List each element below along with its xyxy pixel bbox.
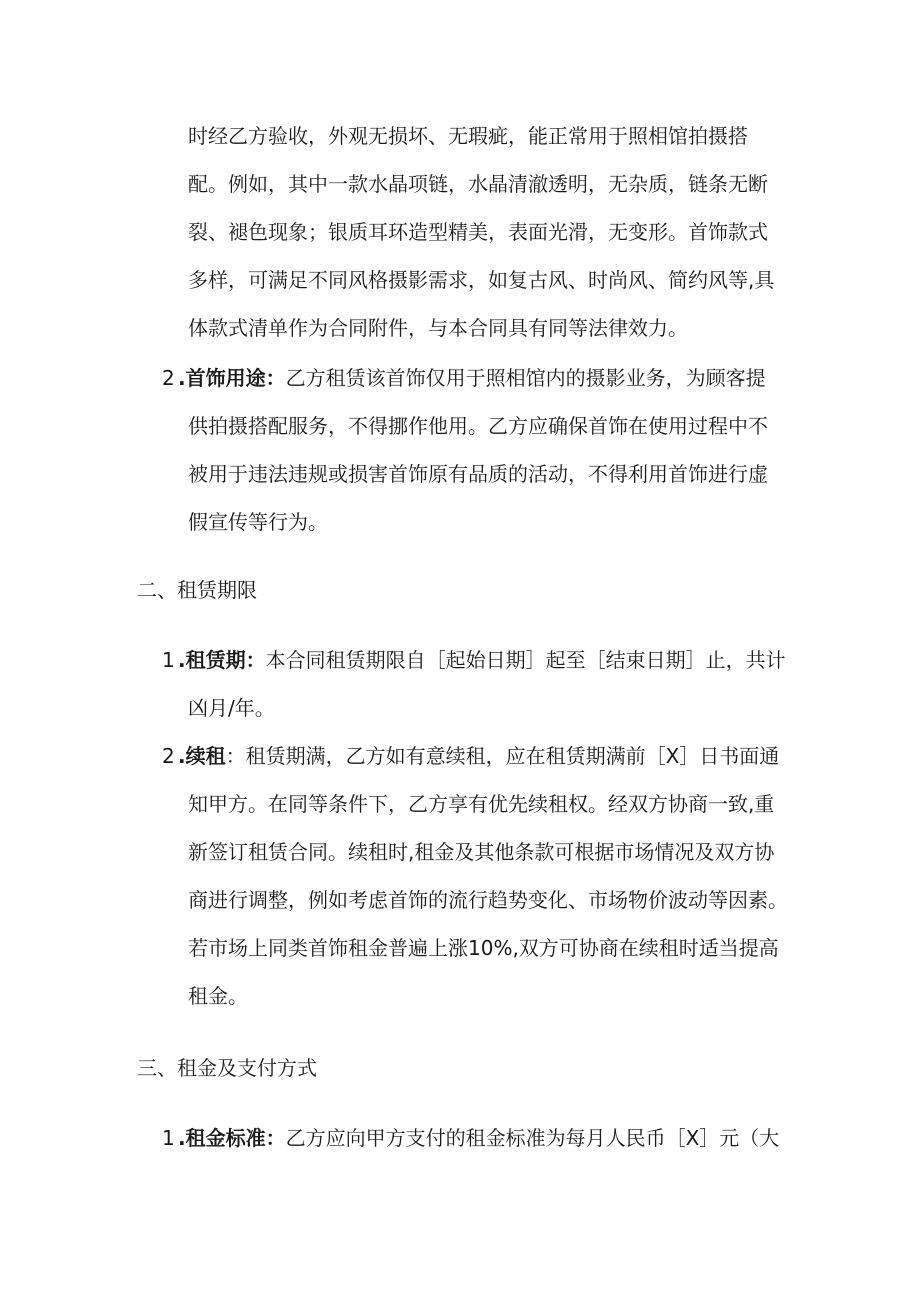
paragraph-line: 若市场上同类首饰租金普遍上涨10%,双方可协商在续租时适当提高 <box>188 936 779 960</box>
list-item-first-line <box>178 366 766 390</box>
term-label: .续租 <box>178 744 226 768</box>
list-number: 1 <box>162 648 175 672</box>
term-text: 乙方应向甲方支付的租金标准为每月人民币［X］元（大 <box>285 1126 780 1150</box>
paragraph-line: 商进行调整，例如考虑首饰的流行趋势变化、市场物价波动等因素。 <box>188 888 788 912</box>
paragraph-line: 凶月/年。 <box>188 696 275 720</box>
term-label: .首饰用途： <box>178 366 286 390</box>
paragraph-line: 体款式清单作为合同附件，与本合同具有同等法律效力。 <box>188 316 688 340</box>
term-label: .租赁期： <box>178 648 266 672</box>
list-number: 2 <box>162 366 175 390</box>
paragraph-line: 被用于违法违规或损害首饰原有品质的活动，不得利用首饰进行虚 <box>188 462 768 486</box>
term-label: .租金标准： <box>178 1126 286 1150</box>
paragraph-line: 知甲方。在同等条件下，乙方享有优先续租权。经双方协商一致,重 <box>188 792 775 816</box>
list-number: 1 <box>162 1126 175 1150</box>
section-heading: 二、租赁期限 <box>137 578 257 602</box>
paragraph-line: 假宣传等行为。 <box>188 510 328 534</box>
list-item-first-line <box>178 744 779 768</box>
list-number: 2 <box>162 744 175 768</box>
list-item-first-line <box>178 648 786 672</box>
paragraph-line: 裂、褪色现象；银质耳环造型精美，表面光滑，无变形。首饰款式 <box>188 220 768 244</box>
paragraph-line: 供拍摄搭配服务，不得挪作他用。乙方应确保首饰在使用过程中不 <box>188 414 768 438</box>
paragraph-line: 时经乙方验收，外观无损坏、无瑕疵，能正常用于照相馆拍摄搭 <box>188 124 748 148</box>
paragraph-line: 多样，可满足不同风格摄影需求，如复古风、时尚风、简约风等,具 <box>188 268 775 292</box>
paragraph-line: 新签订租赁合同。续租时,租金及其他条款可根据市场情况及双方协 <box>188 840 775 864</box>
list-item-first-line <box>178 1126 779 1150</box>
term-text: 本合同租赁期限自［起始日期］起至［结束日期］止，共计 <box>265 648 786 672</box>
paragraph-line: 租金。 <box>188 984 248 1008</box>
paragraph-line: 配。例如，其中一款水晶项链，水晶清澈透明，无杂质，链条无断 <box>188 172 768 196</box>
term-text: ：租赁期满，乙方如有意续租，应在租赁期满前［X］日书面通 <box>225 744 780 768</box>
term-text: 乙方租赁该首饰仅用于照相馆内的摄影业务，为顾客提 <box>285 366 766 390</box>
section-heading: 三、租金及支付方式 <box>137 1056 317 1080</box>
